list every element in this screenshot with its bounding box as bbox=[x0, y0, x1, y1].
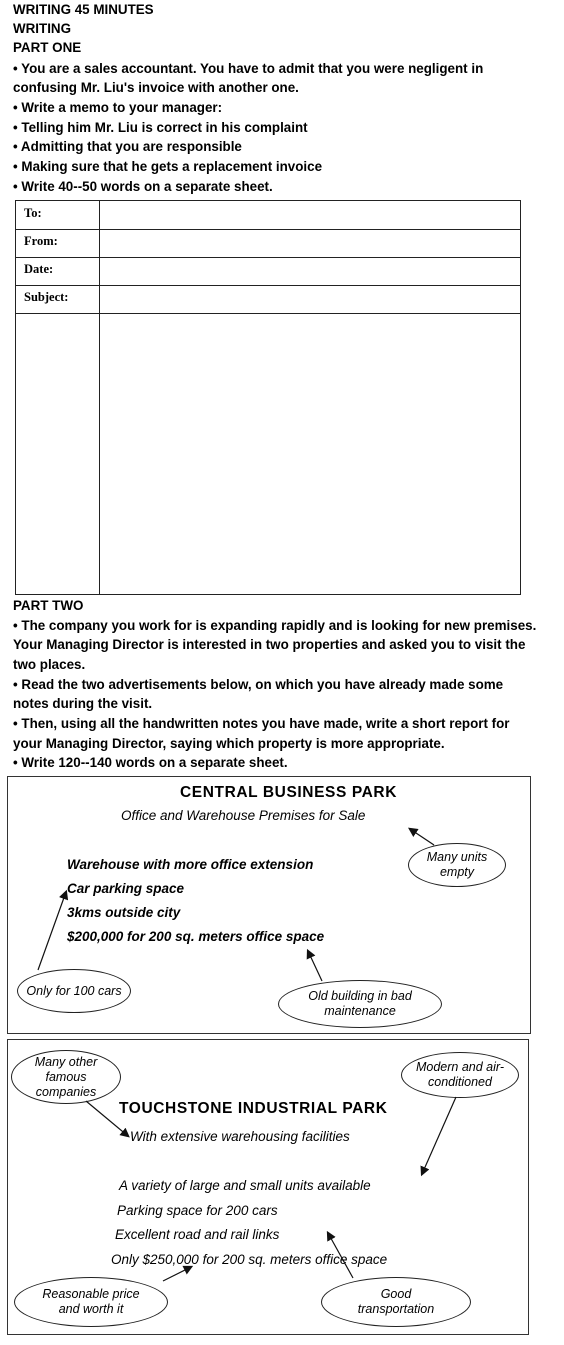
note-text: Old building in bad maintenance bbox=[308, 989, 412, 1018]
memo-form bbox=[15, 200, 521, 595]
memo-body-area[interactable] bbox=[100, 315, 519, 593]
memo-subject-row[interactable] bbox=[16, 285, 520, 314]
instruction-line: Your Managing Director is interested in two properties and asked you to visit the bbox=[13, 637, 526, 652]
touchstone-industrial-park-ad bbox=[7, 1039, 529, 1335]
ad1-subtitle: Office and Warehouse Premises for Sale bbox=[121, 808, 366, 823]
note-text: Good transportation bbox=[357, 1287, 435, 1316]
instruction-line: • Write 40--50 words on a separate sheet. bbox=[13, 179, 273, 194]
instruction-line: • Telling him Mr. Liu is correct in his complaint bbox=[13, 120, 308, 135]
note-text: Many other famous companies bbox=[34, 1054, 98, 1099]
central-business-park-ad bbox=[7, 776, 531, 1034]
instruction-line: confusing Mr. Liu's invoice with another one. bbox=[13, 80, 299, 95]
memo-to-row[interactable] bbox=[16, 201, 520, 230]
instruction-line: • Read the two advertisements below, on which you have already made some bbox=[13, 677, 504, 692]
instruction-line: • Write 120--140 words on a separate sheet. bbox=[13, 755, 288, 770]
part-two-title: PART TWO bbox=[13, 598, 84, 613]
arrow-to-parking bbox=[38, 892, 66, 970]
arrow-to-subtitle bbox=[410, 829, 434, 845]
ad2-annotation-arrows bbox=[8, 1040, 528, 1334]
ad2-item: Parking space for 200 cars bbox=[117, 1203, 278, 1218]
note-text: Only for 100 cars bbox=[26, 983, 122, 998]
ad1-item: Car parking space bbox=[67, 881, 185, 896]
ad1-title: CENTRAL BUSINESS PARK bbox=[180, 784, 397, 801]
note-text: Reasonable price and worth it bbox=[42, 1287, 140, 1316]
memo-date-label: Date: bbox=[24, 262, 54, 276]
ad1-annotation-arrows bbox=[8, 777, 530, 1033]
ad1-item: $200,000 for 200 sq. meters office space bbox=[67, 929, 325, 944]
ad1-item: Warehouse with more office extension bbox=[67, 857, 314, 872]
note-text: Modern and air-conditioned bbox=[415, 1060, 504, 1089]
section-title: WRITING bbox=[13, 21, 72, 36]
instruction-line: • Making sure that he gets a replacement invoice bbox=[13, 159, 323, 174]
page-title: WRITING 45 MINUTES bbox=[13, 2, 154, 17]
ad2-item: Only $250,000 for 200 sq. meters office space bbox=[111, 1252, 388, 1267]
instruction-line: your Managing Director, saying which property is more appropriate. bbox=[13, 736, 445, 751]
part-one-title: PART ONE bbox=[13, 40, 82, 55]
ad2-subtitle: With extensive warehousing facilities bbox=[130, 1129, 350, 1144]
memo-from-row[interactable] bbox=[16, 229, 520, 258]
instruction-line: • The company you work for is expanding rapidly and is looking for new premises. bbox=[13, 618, 537, 633]
arrow-to-price bbox=[308, 951, 322, 981]
instruction-line: • You are a sales accountant. You have to admit that you were negligent in bbox=[13, 61, 484, 76]
ad2-title: TOUCHSTONE INDUSTRIAL PARK bbox=[119, 1100, 388, 1117]
note-text: Many units empty bbox=[426, 850, 488, 879]
ad2-item: A variety of large and small units available bbox=[119, 1178, 371, 1193]
instruction-line: notes during the visit. bbox=[13, 696, 153, 711]
ad1-item: 3kms outside city bbox=[67, 905, 181, 920]
arrow-to-links bbox=[328, 1233, 353, 1278]
arrow-to-price bbox=[163, 1267, 191, 1281]
memo-to-label: To: bbox=[24, 206, 42, 220]
arrow-to-units bbox=[422, 1097, 456, 1174]
ad2-item: Excellent road and rail links bbox=[115, 1227, 280, 1242]
arrow-to-warehousing bbox=[86, 1101, 128, 1136]
instruction-line: two places. bbox=[13, 657, 86, 672]
instruction-line: • Then, using all the handwritten notes you have made, write a short report for bbox=[13, 716, 510, 731]
memo-subject-label: Subject: bbox=[24, 290, 69, 304]
instruction-line: • Write a memo to your manager: bbox=[13, 100, 223, 115]
instruction-line: • Admitting that you are responsible bbox=[13, 139, 242, 154]
memo-date-row[interactable] bbox=[16, 257, 520, 286]
memo-from-label: From: bbox=[24, 234, 58, 248]
